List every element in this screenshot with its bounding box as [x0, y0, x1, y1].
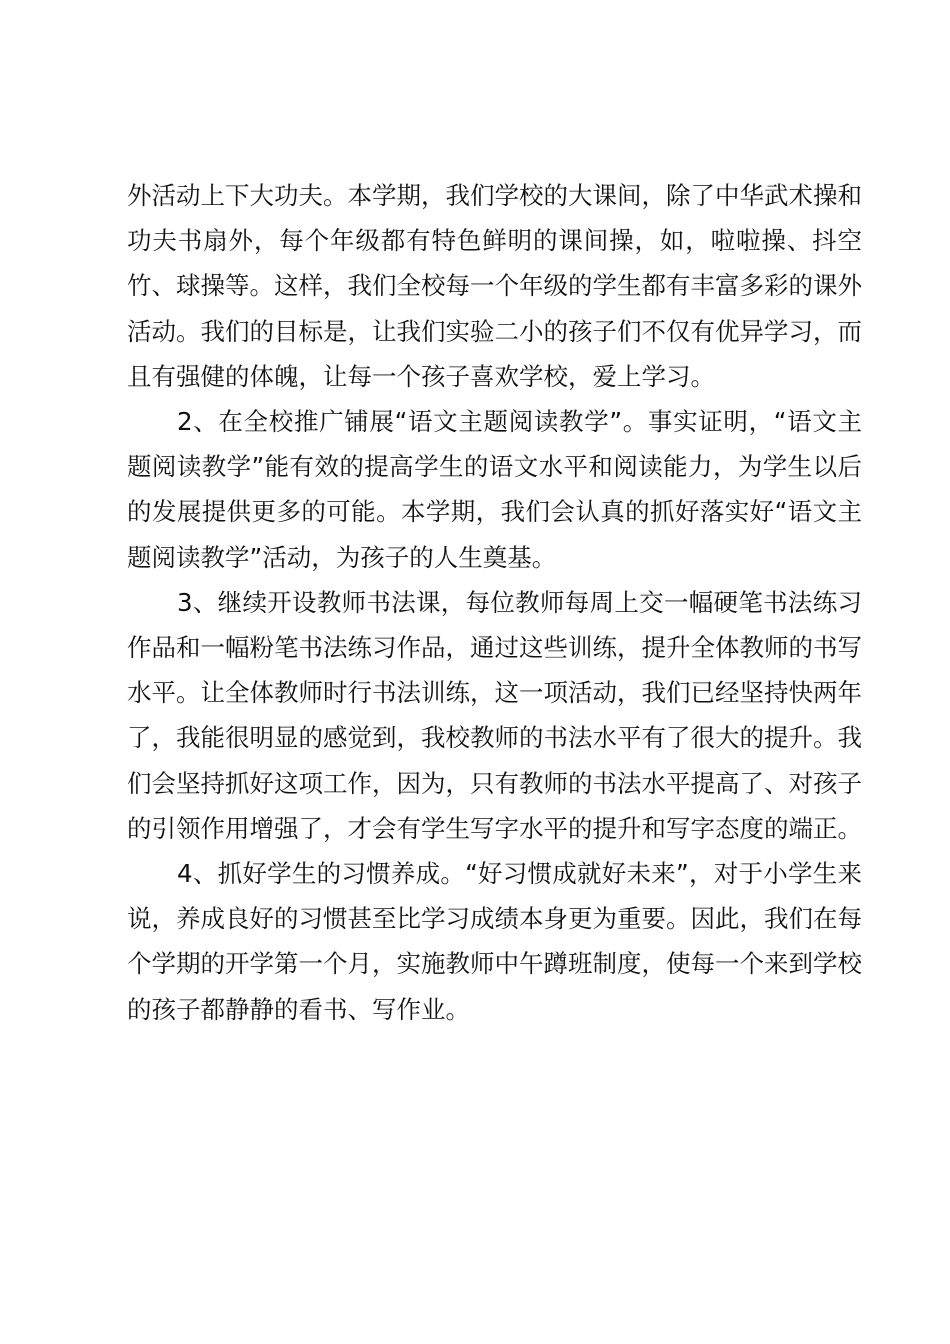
paragraph-item-4-habits: 4、抓好学生的习惯养成。“好习惯成就好未来”，对于小学生来说，养成良好的习惯甚至比学习成绩本身更为重要。因此，我们在每个学期的开学第一个月，实施教师中午蹲班制度，使每一个来到学校的孩子都静静的看书、写作业。 — [127, 859, 862, 1024]
paragraph-item-3-calligraphy: 3、继续开设教师书法课，每位教师每周上交一幅硬笔书法练习作品和一幅粉笔书法练习作品，通过这些训练，提升全体教师的书写水平。让全体教师时行书法训练，这一项活动，我们已经坚持快两年了，我能很明显的感觉到，我校教师的书法水平有了很大的提升。我们会坚持抓好这项工作，因为，只有教师的书法水平提高了、对孩子的引领作用增强了，才会有学生写字水平的提升和写字态度的端正。 — [127, 587, 862, 843]
document-body — [127, 173, 862, 1032]
paragraph-continued-activities: 外活动上下大功夫。本学期，我们学校的大课间，除了中华武术操和功夫书扇外，每个年级都有特色鲜明的课间操，如，啦啦操、抖空竹、球操等。这样，我们全校每一个年级的学生都有丰富多彩的课外活动。我们的目标是，让我们实验二小的孩子们不仅有优异学习，而且有强健的体魄，让每一个孩子喜欢学校，爱上学习。 — [127, 181, 862, 391]
paragraph-item-2-reading: 2、在全校推广铺展“语文主题阅读教学”。事实证明，“语文主题阅读教学”能有效的提高学生的语文水平和阅读能力，为学生以后的发展提供更多的可能。本学期，我们会认真的抓好落实好“语文主题阅读教学”活动，为孩子的人生奠基。 — [127, 407, 862, 572]
